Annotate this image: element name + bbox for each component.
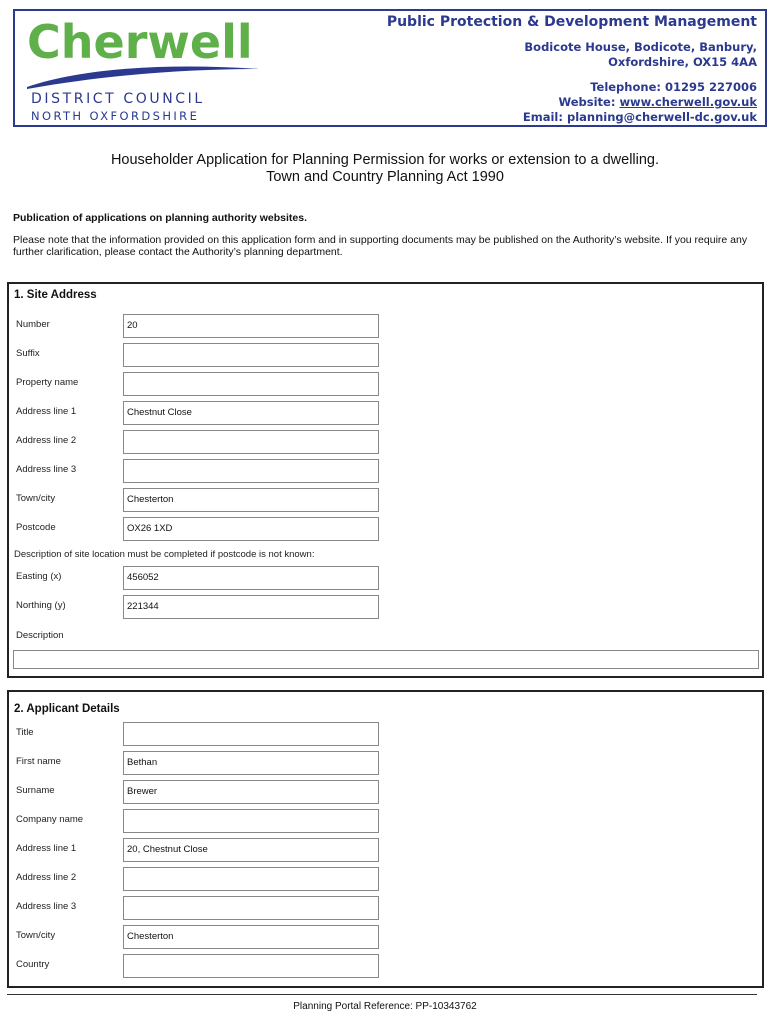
website-link[interactable]: www.cherwell.gov.uk (619, 95, 757, 109)
form-row (9, 925, 762, 949)
address-line-2: Oxfordshire, OX15 4AA (608, 55, 757, 69)
section-title: 2. Applicant Details (14, 703, 120, 715)
field-label: Title (16, 727, 34, 738)
form-row (9, 459, 762, 483)
publication-text: Please note that the information provided on this application form and in supporting documents may be published on the Authority’s website. If you require any further clarification, please contact the Authority’s planning department. (13, 234, 748, 258)
website-label: Website: (558, 95, 620, 109)
field-label: Address line 3 (16, 901, 77, 912)
form-row (9, 595, 762, 619)
field-label: Address line 2 (16, 872, 77, 883)
title-line-2: Town and Country Planning Act 1990 (266, 169, 504, 185)
form-row (9, 566, 762, 590)
title-line-1: Householder Application for Planning Permission for works or extension to a dwelling. (110, 152, 660, 168)
form-row (9, 954, 762, 978)
publication-heading: Publication of applications on planning authority websites. (13, 212, 308, 224)
property-name-field[interactable] (123, 372, 379, 396)
logo-wordmark: Cherwell (27, 15, 253, 69)
telephone: Telephone: 01295 227006 (590, 80, 757, 94)
field-label: Address line 1 (16, 843, 77, 854)
address-line-2-field[interactable] (123, 867, 379, 891)
field-label: Town/city (16, 493, 56, 504)
document-title (0, 152, 770, 186)
address-line-3-field[interactable] (123, 459, 379, 483)
form-row (9, 896, 762, 920)
form-row (9, 809, 762, 833)
cherwell-logo (25, 15, 265, 123)
address-line-3-field[interactable] (123, 896, 379, 920)
town-city-field[interactable]: Chesterton (123, 488, 379, 512)
field-label: Northing (y) (16, 600, 66, 611)
description-field[interactable] (13, 650, 759, 669)
form-row (9, 867, 762, 891)
easting-field[interactable]: 456052 (123, 566, 379, 590)
logo-north-oxfordshire: NORTH OXFORDSHIRE (31, 109, 200, 123)
suffix-field[interactable] (123, 343, 379, 367)
email: Email: planning@cherwell-dc.gov.uk (522, 110, 757, 124)
form-row (9, 517, 762, 541)
section-title: 1. Site Address (14, 289, 97, 301)
description-label: Description (16, 630, 64, 641)
contact-block (387, 14, 757, 125)
address-line-1: Bodicote House, Bodicote, Banbury, (524, 40, 757, 54)
planning-portal-reference: Planning Portal Reference: PP-10343762 (293, 1001, 477, 1012)
logo-district-council: DISTRICT COUNCIL (31, 91, 205, 107)
field-label: Number (16, 319, 50, 330)
number-field[interactable]: 20 (123, 314, 379, 338)
field-label: Easting (x) (16, 571, 62, 582)
title-field[interactable] (123, 722, 379, 746)
surname-field[interactable]: Brewer (123, 780, 379, 804)
northing-field[interactable]: 221344 (123, 595, 379, 619)
form-row (9, 401, 762, 425)
field-label: Property name (16, 377, 79, 388)
form-row (9, 722, 762, 746)
form-row (9, 751, 762, 775)
logo-swoosh-icon (25, 61, 261, 91)
form-row (9, 430, 762, 454)
form-row (9, 488, 762, 512)
field-label: Postcode (16, 522, 56, 533)
department-name: Public Protection & Development Management (386, 14, 757, 30)
first-name-field[interactable]: Bethan (123, 751, 379, 775)
footer-divider (7, 994, 757, 995)
site-address-section (7, 282, 764, 678)
company-name-field[interactable] (123, 809, 379, 833)
field-label: Address line 1 (16, 406, 77, 417)
form-row (9, 372, 762, 396)
field-label: Surname (16, 785, 55, 796)
town-city-field[interactable]: Chesterton (123, 925, 379, 949)
field-label: Town/city (16, 930, 56, 941)
form-row (9, 343, 762, 367)
field-label: First name (16, 756, 61, 767)
address-line-2-field[interactable] (123, 430, 379, 454)
postcode-field[interactable]: OX26 1XD (123, 517, 379, 541)
field-label: Country (16, 959, 50, 970)
field-label: Address line 3 (16, 464, 77, 475)
form-row (9, 838, 762, 862)
field-label: Company name (16, 814, 84, 825)
website-line (387, 95, 757, 110)
form-row (9, 314, 762, 338)
location-note: Description of site location must be completed if postcode is not known: (14, 549, 315, 560)
field-label: Suffix (16, 348, 40, 359)
form-row (9, 780, 762, 804)
field-label: Address line 2 (16, 435, 77, 446)
address-line-1-field[interactable]: Chestnut Close (123, 401, 379, 425)
country-field[interactable] (123, 954, 379, 978)
applicant-details-section (7, 690, 764, 988)
letterhead (13, 9, 767, 127)
address-line-1-field[interactable]: 20, Chestnut Close (123, 838, 379, 862)
